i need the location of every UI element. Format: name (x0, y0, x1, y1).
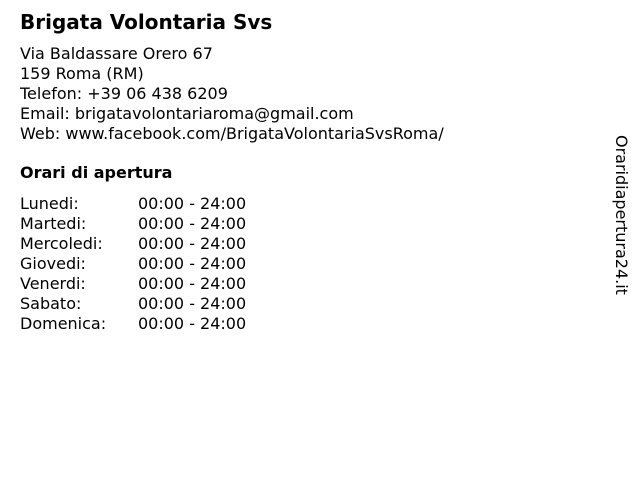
hours-row-thursday (20, 254, 280, 274)
phone-number: Telefon: +39 06 438 6209 (20, 84, 228, 103)
day-label: Lunedi: (20, 194, 79, 213)
time-range: 00:00 - 24:00 (138, 234, 247, 253)
hours-row-friday (20, 274, 280, 294)
hours-row-monday (20, 194, 280, 214)
site-watermark: Oraridiapertura24.it (612, 135, 631, 295)
day-label: Venerdi: (20, 274, 86, 293)
business-name: Brigata Volontaria Svs (20, 10, 273, 34)
website: Web: www.facebook.com/BrigataVolontariaSvsRoma/ (20, 124, 444, 143)
address-city: 159 Roma (RM) (20, 64, 144, 83)
time-range: 00:00 - 24:00 (138, 274, 247, 293)
time-range: 00:00 - 24:00 (138, 294, 247, 313)
day-label: Mercoledi: (20, 234, 103, 253)
opening-hours-table (20, 194, 280, 334)
time-range: 00:00 - 24:00 (138, 214, 247, 233)
day-label: Domenica: (20, 314, 107, 333)
hours-row-wednesday (20, 234, 280, 254)
hours-row-sunday (20, 314, 280, 334)
day-label: Martedi: (20, 214, 87, 233)
opening-hours-heading: Orari di apertura (20, 163, 173, 182)
time-range: 00:00 - 24:00 (138, 314, 247, 333)
email-address: Email: brigatavolontariaroma@gmail.com (20, 104, 354, 123)
hours-row-tuesday (20, 214, 280, 234)
day-label: Giovedi: (20, 254, 86, 273)
hours-row-saturday (20, 294, 280, 314)
day-label: Sabato: (20, 294, 82, 313)
address-street: Via Baldassare Orero 67 (20, 44, 213, 63)
time-range: 00:00 - 24:00 (138, 194, 247, 213)
time-range: 00:00 - 24:00 (138, 254, 247, 273)
contact-info (20, 44, 444, 144)
